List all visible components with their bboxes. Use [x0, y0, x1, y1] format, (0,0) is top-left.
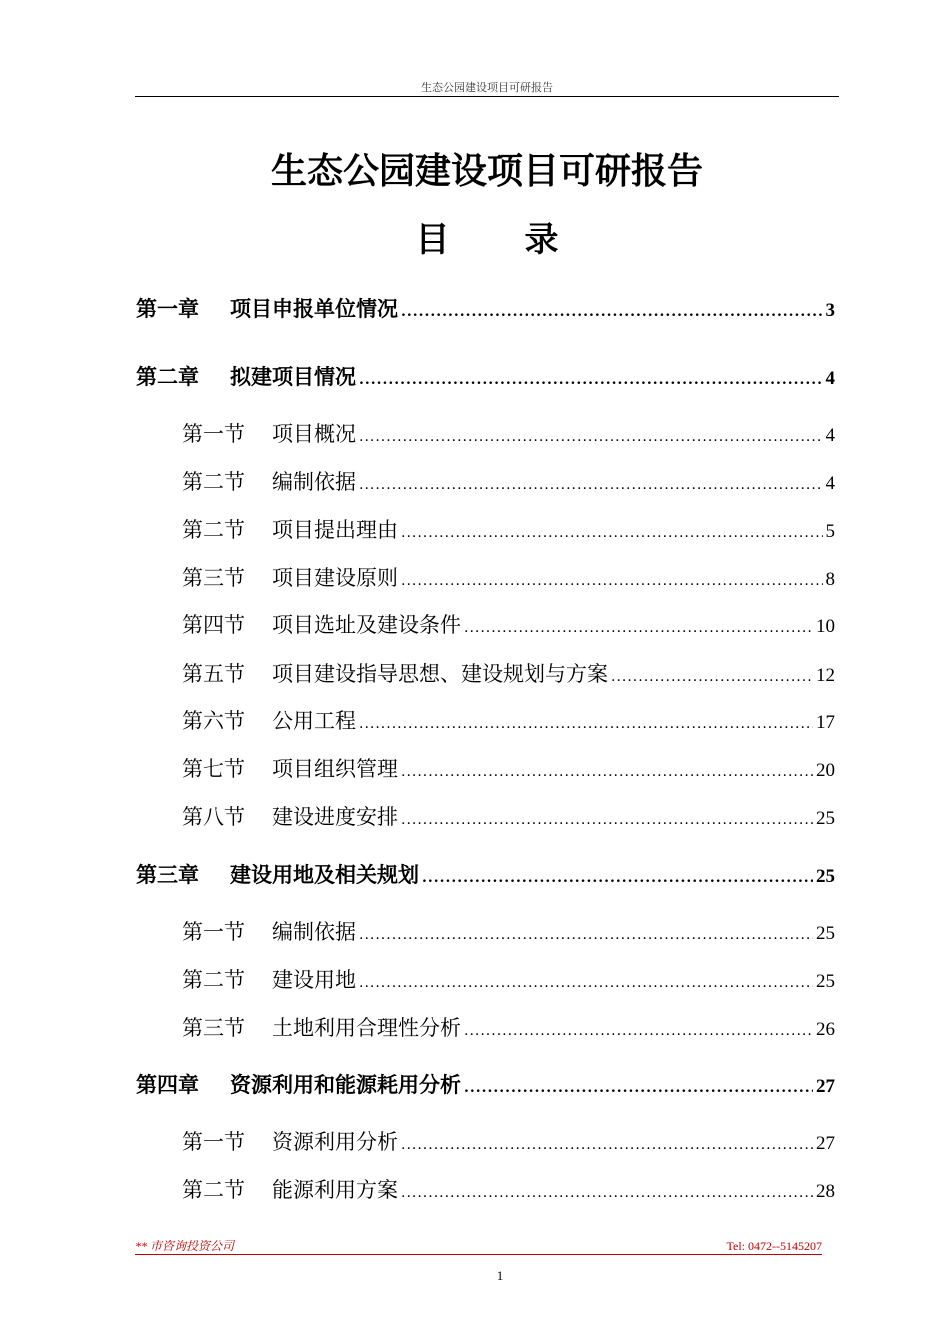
- toc-entry-page: 27: [816, 1076, 835, 1097]
- toc-dot-leader: [401, 518, 823, 548]
- toc-entry-page: 20: [816, 760, 835, 781]
- toc-entry-label: 项目提出理由: [272, 518, 398, 542]
- toc-entry-page: 4: [825, 368, 835, 389]
- toc-entry-label: 能源利用方案: [272, 1178, 398, 1202]
- document-title: 生态公园建设项目可研报告: [270, 151, 703, 192]
- toc-dot-leader: [359, 968, 813, 998]
- toc-entry-section[interactable]: [182, 515, 835, 545]
- toc-entry-label: 土地利用合理性分析: [272, 1016, 461, 1040]
- toc-entry-number: 第一节: [182, 920, 245, 944]
- toc-entry-page: 4: [825, 473, 835, 494]
- toc-entry-section[interactable]: [182, 706, 835, 736]
- toc-entry-label: 项目选址及建设条件: [272, 613, 461, 637]
- toc-entry-chapter-3[interactable]: [136, 860, 835, 890]
- toc-entry-page: 25: [816, 971, 835, 992]
- toc-dot-leader: [401, 566, 823, 596]
- toc-entry-section[interactable]: [182, 467, 835, 497]
- toc-entry-label: 项目建设指导思想、建设规划与方案: [272, 662, 608, 686]
- toc-dot-leader: [401, 1130, 813, 1160]
- toc-dot-leader: [401, 757, 813, 787]
- toc-dot-leader: [464, 613, 813, 643]
- toc-entry-section[interactable]: [182, 659, 835, 689]
- toc-entry-number: 第三章: [136, 863, 199, 887]
- toc-dot-leader: [422, 863, 813, 893]
- toc-entry-section[interactable]: [182, 965, 835, 995]
- toc-dot-leader: [464, 1073, 813, 1103]
- toc-entry-section[interactable]: [182, 1175, 835, 1205]
- running-header: 生态公园建设项目可研报告: [421, 81, 553, 94]
- toc-entry-number: 第二节: [182, 968, 245, 992]
- toc-entry-number: 第一章: [136, 297, 199, 321]
- toc-entry-page: 3: [825, 300, 835, 321]
- toc-entry-page: 4: [825, 425, 835, 446]
- toc-entry-label: 公用工程: [272, 709, 356, 733]
- toc-entry-number: 第三节: [182, 566, 245, 590]
- toc-entry-section[interactable]: [182, 563, 835, 593]
- toc-entry-label: 项目建设原则: [272, 566, 398, 590]
- toc-dot-leader: [401, 805, 813, 835]
- toc-entry-label: 建设用地: [272, 968, 356, 992]
- toc-entry-number: 第四节: [182, 613, 245, 637]
- toc-entry-label: 项目组织管理: [272, 757, 398, 781]
- toc-entry-label: 编制依据: [272, 920, 356, 944]
- toc-entry-section[interactable]: [182, 610, 835, 640]
- toc-dot-leader: [359, 365, 823, 395]
- toc-entry-number: 第一节: [182, 422, 245, 446]
- toc-entry-page: 28: [816, 1181, 835, 1202]
- toc-entry-chapter-2[interactable]: [136, 362, 835, 392]
- toc-dot-leader: [401, 297, 823, 327]
- toc-entry-label: 资源利用和能源耗用分析: [230, 1073, 461, 1097]
- toc-entry-page: 12: [816, 665, 835, 686]
- toc-entry-number: 第五节: [182, 662, 245, 686]
- toc-entry-page: 25: [816, 808, 835, 829]
- toc-entry-number: 第二节: [182, 518, 245, 542]
- toc-entry-page: 10: [816, 616, 835, 637]
- toc-entry-label: 拟建项目情况: [230, 365, 356, 389]
- toc-dot-leader: [401, 1178, 813, 1208]
- toc-entry-section[interactable]: [182, 1127, 835, 1157]
- toc-entry-section[interactable]: [182, 1013, 835, 1043]
- toc-dot-leader: [359, 470, 823, 500]
- toc-entry-number: 第八节: [182, 805, 245, 829]
- toc-entry-number: 第二节: [182, 470, 245, 494]
- toc-entry-number: 第四章: [136, 1073, 199, 1097]
- toc-entry-page: 26: [816, 1019, 835, 1040]
- toc-dot-leader: [611, 662, 813, 692]
- toc-entry-label: 编制依据: [272, 470, 356, 494]
- toc-entry-page: 25: [816, 866, 835, 887]
- toc-dot-leader: [359, 422, 823, 452]
- toc-entry-chapter-1[interactable]: [136, 294, 835, 324]
- page-number: 1: [496, 1268, 504, 1283]
- toc-dot-leader: [359, 920, 813, 950]
- toc-entry-number: 第一节: [182, 1130, 245, 1154]
- header-rule: [135, 96, 839, 97]
- toc-entry-label: 项目申报单位情况: [230, 297, 398, 321]
- toc-entry-label: 建设进度安排: [272, 805, 398, 829]
- toc-entry-label: 项目概况: [272, 422, 356, 446]
- toc-dot-leader: [359, 709, 813, 739]
- toc-entry-page: 17: [816, 712, 835, 733]
- toc-entry-number: 第七节: [182, 757, 245, 781]
- toc-entry-label: 资源利用分析: [272, 1130, 398, 1154]
- toc-heading-left: 目: [415, 220, 450, 260]
- toc-entry-page: 5: [825, 521, 835, 542]
- toc-entry-section[interactable]: [182, 419, 835, 449]
- toc-heading: [135, 215, 839, 265]
- toc-entry-number: 第二章: [136, 365, 199, 389]
- toc-entry-label: 建设用地及相关规划: [230, 863, 419, 887]
- toc-entry-section[interactable]: [182, 802, 835, 832]
- footer-company: ** 市咨询投资公司: [135, 1239, 235, 1253]
- toc-entry-page: 27: [816, 1133, 835, 1154]
- toc-entry-number: 第二节: [182, 1178, 245, 1202]
- toc-entry-chapter-4[interactable]: [136, 1070, 835, 1100]
- toc-entry-section[interactable]: [182, 754, 835, 784]
- toc-entry-number: 第六节: [182, 709, 245, 733]
- toc-heading-right: 录: [524, 220, 559, 260]
- toc-entry-page: 25: [816, 923, 835, 944]
- toc-entry-number: 第三节: [182, 1016, 245, 1040]
- toc-entry-page: 8: [825, 569, 835, 590]
- toc-entry-section[interactable]: [182, 917, 835, 947]
- toc-dot-leader: [464, 1016, 813, 1046]
- footer-rule: [135, 1254, 822, 1255]
- footer-tel: Tel: 0472--5145207: [726, 1239, 822, 1253]
